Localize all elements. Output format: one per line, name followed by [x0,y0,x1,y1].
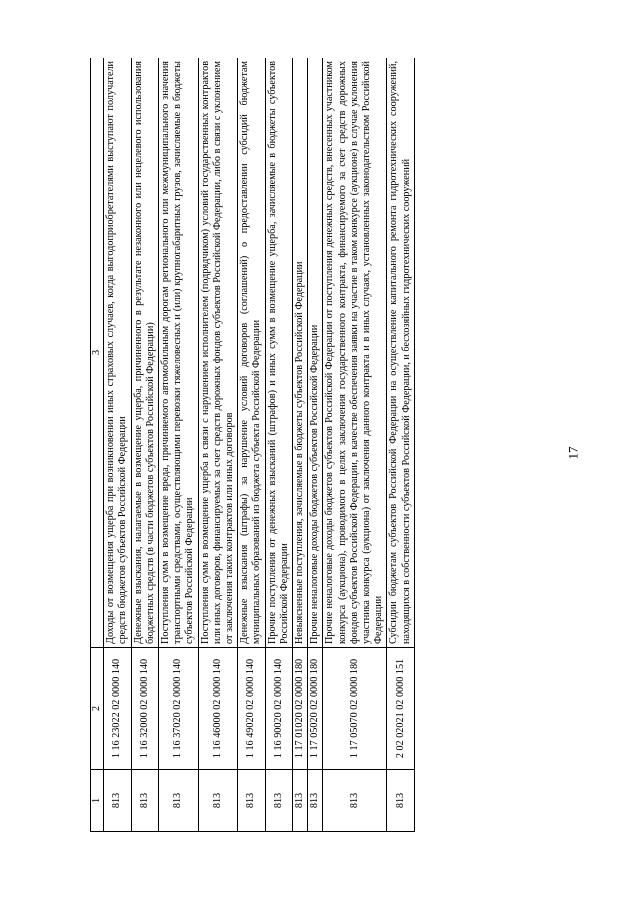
row-admin-code: 813 [238,770,265,832]
row-budget-code: 1 16 23022 02 0000 140 [104,648,131,770]
row-admin-code: 813 [323,770,387,832]
table-row [131,58,158,832]
row-admin-code: 813 [293,770,308,832]
row-description: Денежные взыскания, налагаемые в возмещение ущерба, причиненного в результате незаконного или нецелевого использования бюджетных средств (в части бюджетов субъектов Российской Федерации) [131,58,158,648]
header-col-3: 3 [91,58,104,648]
header-col-1: 1 [91,770,104,832]
row-admin-code: 813 [131,770,158,832]
row-description: Невыясненные поступления, зачисляемые в бюджеты субъектов Российской Федерации [293,58,308,648]
row-admin-code: 813 [387,770,414,832]
row-description: Субсидии бюджетам субъектов Российской Федерации на осуществление капитального ремонта гидротехнических сооружений, находящихся в собственности субъектов Российской Федерации, и бесхозяйных гидротехнических сооружений [387,58,414,648]
row-description: Прочие поступления от денежных взысканий (штрафов) и иных сумм в возмещение ущерба, зачисляемые в бюджеты субъектов Российской Федерации [265,58,292,648]
table-row [323,58,387,832]
row-budget-code: 1 17 05070 02 0000 180 [323,648,387,770]
table-row [104,58,131,832]
row-admin-code: 813 [198,770,238,832]
row-admin-code: 813 [265,770,292,832]
revenue-codes-table [90,58,415,832]
table-row [238,58,265,832]
row-description: Денежные взыскания (штрафы) за нарушение условий договоров (соглашений) о предоставлении субсидий бюджетам муниципальных образований из бюджета субъекта Российской Федерации [238,58,265,648]
row-budget-code: 1 16 90020 02 0000 140 [265,648,292,770]
table-row [293,58,308,832]
table-container [90,58,535,832]
row-budget-code: 1 16 46000 02 0000 140 [198,648,238,770]
row-description: Прочие неналоговые доходы бюджетов субъектов Российской Федерации [308,58,323,648]
table-row [308,58,323,832]
row-budget-code: 1 17 05020 02 0000 180 [308,648,323,770]
table-row [159,58,199,832]
row-description: Поступления сумм в возмещение вреда, причиняемого автомобильным дорогам регионального или межмуниципального значения транспортными средствами, осуществляющими перевозки тяжеловесных и (или) крупногабаритных грузов, зачисляемые в бюджеты субъектов Российской Федерации [159,58,199,648]
table-row [265,58,292,832]
row-budget-code: 1 16 37020 02 0000 140 [159,648,199,770]
row-description: Доходы от возмещения ущерба при возникновении иных страховых случаев, когда выгодоприобретателями выступают получатели средств бюджетов субъектов Российской Федерации [104,58,131,648]
row-budget-code: 2 02 02021 02 0000 151 [387,648,414,770]
header-col-2: 2 [91,648,104,770]
row-budget-code: 1 16 49020 02 0000 140 [238,648,265,770]
row-description: Прочие неналоговые доходы бюджетов субъектов Российской Федерации от поступления денежных средств, внесенных участником конкурса (аукциона), проводимого в целях заключения государственного контракта, финансируемого за счет средств дорожных фондов субъектов Российской Федерации, в качестве обеспечения заявки на участие в таком конкурсе (аукционе) в случае уклонения участника конкурса (аукциона) от заключения данного контракта и в иных случаях, установленных законодательством Российской Федерации [323,58,387,648]
row-admin-code: 813 [159,770,199,832]
table-header-row [91,58,104,832]
row-admin-code: 813 [308,770,323,832]
row-description: Поступления сумм в возмещение ущерба в связи с нарушением исполнителем (подрядчиком) условий государственных контрактов или иных договоров, финансируемых за счет средств дорожных фондов субъектов Российской Федерации, либо в связи с уклонением от заключения таких контрактов или иных договоров [198,58,238,648]
table-row [198,58,238,832]
rotated-table-area [90,58,535,832]
row-budget-code: 1 17 01020 02 0000 180 [293,648,308,770]
row-budget-code: 1 16 32000 02 0000 140 [131,648,158,770]
page-number: 17 [565,446,580,459]
table-row [387,58,414,832]
row-admin-code: 813 [104,770,131,832]
